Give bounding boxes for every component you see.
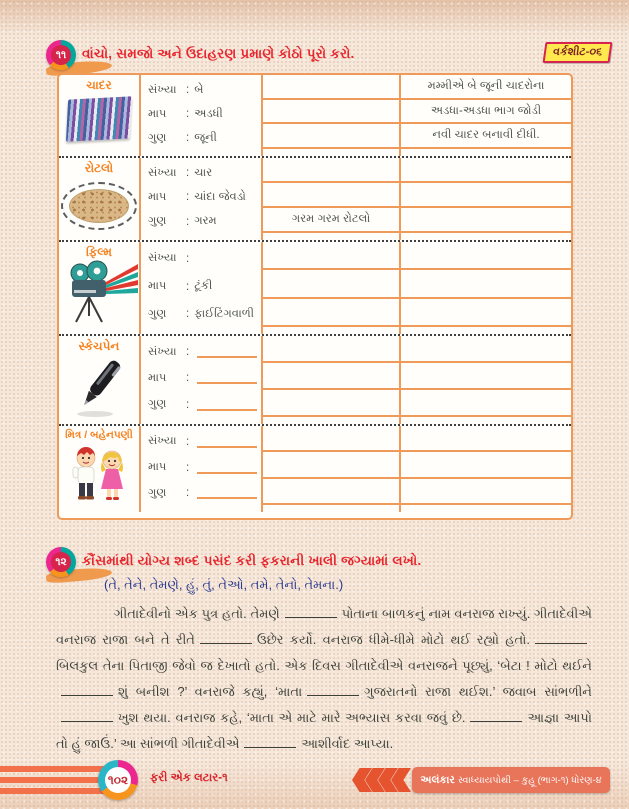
- answer-line: [263, 336, 399, 363]
- detail-row: [148, 455, 257, 481]
- table-row-friends: [59, 426, 571, 512]
- answer-line: [401, 426, 571, 452]
- example-sentence: મમ્મીએ બે જૂની ચાદરોના: [401, 75, 571, 100]
- answer-line: [401, 242, 571, 270]
- item-name: સ્કેચપેન: [78, 339, 120, 353]
- detail-row: [148, 365, 257, 391]
- paragraph-text: ગીતાદેવીનો એક પુત્ર હતો. તેમણે: [114, 606, 280, 621]
- detail-value: ટૂંકી: [194, 280, 213, 292]
- item-name: રોટલો: [84, 161, 114, 175]
- section2-number-badge: [44, 547, 82, 583]
- colon: :: [186, 252, 190, 265]
- example-sentence: નવી ચાદર બનાવી દીધી.: [401, 124, 571, 149]
- paragraph-text: ખુશ થયા. વનરાજ કહે, ‘માતા એ માટે મારે અભ્યાસ કરવા જવું છે.: [118, 710, 466, 725]
- detail-row: [148, 78, 257, 102]
- answer-line: [401, 208, 571, 233]
- detail-row: [148, 185, 257, 209]
- colon: :: [186, 308, 190, 321]
- colon: :: [186, 435, 190, 448]
- detail-label: ગુણ: [148, 215, 167, 228]
- blank-line[interactable]: [61, 685, 113, 696]
- fill-in-line: [197, 497, 257, 499]
- detail-label: માપ: [148, 280, 167, 292]
- answer-line: [263, 75, 399, 100]
- chevron-left-icons: [352, 768, 404, 792]
- detail-row: [148, 300, 257, 328]
- item-name: ચાદર: [86, 78, 112, 92]
- blank-line[interactable]: [244, 737, 296, 748]
- colon: :: [186, 398, 190, 411]
- detail-row: [148, 210, 257, 234]
- section2-number: ૧૨: [51, 552, 71, 572]
- answer-line: [263, 183, 399, 208]
- section1-number: ૧૧: [51, 45, 71, 65]
- detail-row: [148, 273, 257, 301]
- detail-label: સંખ્યા: [148, 252, 177, 265]
- fill-in-line: [197, 472, 257, 474]
- detail-label: ગુણ: [148, 131, 167, 144]
- detail-row: [148, 392, 257, 418]
- series-banner: [412, 767, 610, 793]
- answer-line: [401, 299, 571, 327]
- detail-label: ગુણ: [148, 486, 167, 499]
- detail-label: ગુણ: [148, 398, 167, 411]
- colon: :: [186, 108, 190, 120]
- detail-row: [148, 339, 257, 365]
- answer-line: [263, 426, 399, 452]
- paragraph-text: આશીર્વાદ આપ્યા.: [301, 736, 394, 751]
- answer-line: [401, 158, 571, 183]
- series-name: અલંકાર: [420, 773, 455, 786]
- colon: :: [186, 487, 190, 500]
- answer-line: [263, 299, 399, 327]
- detail-label: માપ: [148, 190, 167, 203]
- fill-in-line: [197, 382, 257, 384]
- fill-in-line: [197, 356, 257, 358]
- section2-title: કૌંસમાંથી યોગ્ય શબ્દ પસંદ કરી ફકરાની ખાલી જગ્યામાં લખો.: [82, 553, 422, 568]
- book-title: ફરી એક લટાર-૧: [150, 772, 228, 784]
- colon: :: [186, 167, 190, 180]
- answer-line: [263, 124, 399, 149]
- detail-value: ચાંદા જેવડો: [194, 190, 246, 203]
- answer-line: [263, 390, 399, 417]
- paragraph-text: બિલકુલ તેના પિતાજી જેવો જ દેખાતો હતો. એક દિવસ ગીતાદેવીએ વનરાજને પૂછ્યું, ‘બેટા ! મોટો થઈને: [56, 658, 592, 673]
- fill-in-line: [197, 409, 257, 411]
- paragraph-text: ઉછેર કર્યો. વનરાજ ધીમે-ધીમે મોટો થઈ રહ્યો હતો.: [256, 632, 530, 647]
- detail-row: [148, 102, 257, 126]
- answer-line: [401, 336, 571, 363]
- detail-row: [148, 429, 257, 455]
- footer-stripes: [0, 766, 112, 794]
- series-subtitle: સ્વાધ્યાયપોથી – કુહૂ (ભાગ-૧) ધોરણ-૪: [457, 774, 602, 786]
- example-phrase: ગરમ ગરમ રોટલો: [263, 208, 399, 233]
- answer-line: [263, 452, 399, 478]
- word-bank: (તે, તેને, તેમણે, હું, તું, તેઓ, તમે, તેનો, તેમના.): [104, 577, 344, 592]
- detail-label: સંખ્યા: [148, 166, 177, 179]
- detail-label: માપ: [148, 371, 167, 384]
- section1-header: [44, 40, 611, 76]
- answer-line: [401, 452, 571, 478]
- detail-label: માપ: [148, 107, 167, 120]
- colon: :: [186, 461, 190, 474]
- colon: :: [186, 132, 190, 144]
- answer-line: [263, 100, 399, 125]
- paragraph-text: શું બનીશ ?’ વનરાજે કહ્યું, ‘માતા: [118, 684, 303, 699]
- blank-line[interactable]: [200, 633, 252, 644]
- film-projector-image: [60, 260, 138, 326]
- blank-line[interactable]: [470, 711, 522, 722]
- colon: :: [186, 372, 190, 385]
- answer-line: [401, 363, 571, 390]
- detail-label: સંખ્યા: [148, 345, 177, 358]
- detail-row: [148, 245, 257, 273]
- answer-line: [263, 158, 399, 183]
- answer-line: [401, 270, 571, 298]
- answer-line: [263, 242, 399, 270]
- colon: :: [186, 346, 190, 359]
- detail-value: ફાઈટિંગવાળી: [194, 307, 255, 320]
- colon: :: [186, 191, 190, 204]
- section1-number-badge: [44, 40, 82, 76]
- flatbread: [69, 189, 129, 223]
- detail-value: ચાર: [194, 166, 213, 179]
- answer-line: [263, 479, 399, 505]
- item-name: મિત્ર / બહેનપણી: [65, 429, 133, 441]
- detail-label: માપ: [148, 461, 167, 473]
- blank-line[interactable]: [61, 711, 113, 722]
- table-row-rotlo: [59, 158, 571, 242]
- answer-line: [401, 183, 571, 208]
- answer-line: [263, 270, 399, 298]
- colon: :: [186, 280, 190, 293]
- section1-title: વાંચો, સમજો અને ઉદાહરણ પ્રમાણે કોઠો પૂરો કરો.: [82, 46, 355, 61]
- sketch-pen-image: [69, 354, 129, 418]
- detail-label: સંખ્યા: [148, 435, 177, 448]
- page-number-badge: [98, 760, 138, 800]
- detail-row: [148, 161, 257, 185]
- paragraph-text: પોતાના બાળકનું નામ વનરાજ રાખ્યું. ગીતાદેવીએ વનરાજ રાજા બને તે રીતે: [56, 606, 592, 647]
- rug-image: [66, 96, 132, 142]
- fill-in-line: [197, 446, 257, 448]
- answer-line: [263, 363, 399, 390]
- table-row-sketchpen: [59, 336, 571, 426]
- detail-label: સંખ્યા: [148, 83, 177, 96]
- item-name: ફિલ્મ: [86, 245, 112, 259]
- colon: :: [186, 215, 190, 228]
- paragraph-text: ગુજરાતનો રાજા થઈશ.’ જવાબ સાંભળીને: [364, 684, 592, 699]
- example-table: [57, 73, 573, 520]
- answer-line: [401, 390, 571, 417]
- detail-row: [148, 126, 257, 150]
- colon: :: [186, 84, 190, 96]
- fill-in-paragraph: [56, 601, 592, 757]
- detail-value: ગરમ: [194, 215, 217, 228]
- friends-image: [64, 442, 134, 504]
- paragraph-text: આજ્ઞા આપો તો હું જાઉં.’ આ સાંભળી ગીતાદેવીએ: [56, 710, 592, 751]
- blank-line[interactable]: [285, 607, 337, 618]
- page-number: ૧૦૨: [105, 767, 131, 793]
- blank-line[interactable]: [307, 685, 359, 696]
- detail-value: જૂની: [194, 131, 217, 144]
- table-row-chadar: [59, 75, 571, 158]
- detail-row: [148, 480, 257, 506]
- detail-label: ગુણ: [148, 307, 167, 320]
- example-sentence: અડધા-અડધા ભાગ જોડી: [401, 100, 571, 125]
- answer-line: [401, 479, 571, 505]
- detail-value: બે: [194, 83, 204, 96]
- blank-line[interactable]: [535, 633, 587, 644]
- detail-value: અડધી: [194, 107, 223, 120]
- flatbread-image: [61, 182, 137, 230]
- worksheet-badge: વર્કશીટ-૦૬: [542, 42, 612, 63]
- table-row-film: [59, 242, 571, 336]
